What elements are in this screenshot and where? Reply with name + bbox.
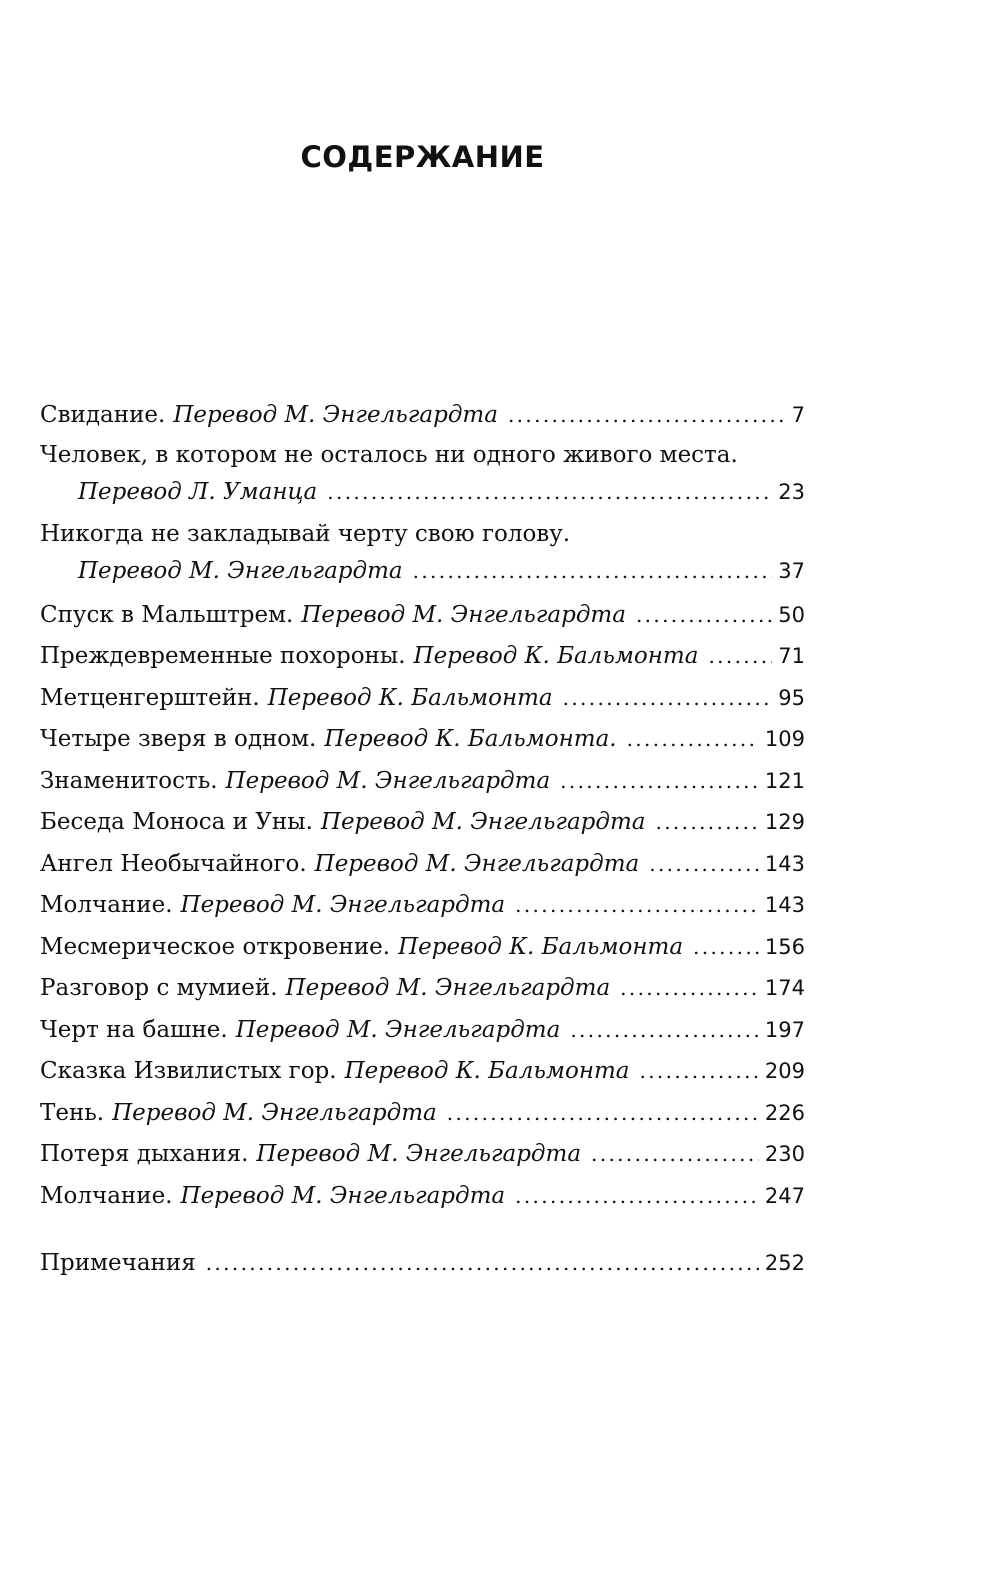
dot-leader — [413, 553, 773, 591]
toc-entry[interactable] — [40, 437, 805, 512]
table-of-contents — [40, 395, 805, 1285]
toc-entry[interactable] — [40, 802, 805, 844]
entry-translator: Перевод М. Энгельгардта — [301, 601, 626, 628]
toc-entry[interactable] — [40, 636, 805, 678]
entry-page-number: 197 — [764, 1017, 805, 1042]
entry-title: Метценгерштейн. — [40, 684, 260, 711]
entry-page-number: 226 — [764, 1100, 805, 1125]
entry-translator: Перевод М. Энгельгардта — [285, 975, 611, 1001]
entry-translator: Перевод М. Энгельгардта — [225, 767, 551, 794]
dot-leader — [570, 1010, 759, 1052]
entry-translator: Перевод М. Энгельгардта — [256, 1141, 582, 1167]
dot-leader — [649, 844, 759, 886]
entry-translator: Перевод К. Бальмонта — [267, 684, 553, 711]
entry-page-number: 143 — [764, 851, 805, 876]
entry-translator: Перевод М. Энгельгардта — [320, 809, 646, 835]
page-title: СОДЕРЖАНИЕ — [300, 140, 545, 174]
entry-page-number: 37 — [778, 559, 805, 583]
entry-title: Черт на башне. — [40, 1016, 228, 1043]
toc-entry-notes[interactable] — [40, 1243, 805, 1285]
entry-page-number: 109 — [764, 727, 805, 751]
entry-page-number: 174 — [764, 976, 805, 1000]
dot-leader — [508, 395, 786, 437]
entry-page-number: 129 — [764, 810, 805, 834]
dot-leader — [560, 761, 759, 803]
entry-title: Беседа Моноса и Уны. — [40, 809, 313, 835]
dot-leader — [627, 719, 759, 761]
toc-entry[interactable] — [40, 719, 805, 761]
entry-page-number: 230 — [764, 1142, 805, 1166]
dot-leader — [447, 1093, 759, 1135]
entry-title: Никогда не закладывай черту свою голову. — [40, 520, 571, 547]
entry-title: Молчание. — [40, 1182, 173, 1209]
entry-page-number: 209 — [764, 1059, 805, 1083]
entry-translator: Перевод М. Энгельгардта — [112, 1099, 437, 1126]
entry-translator: Перевод Л. Уманца — [78, 479, 318, 505]
entry-title: Свидание. — [40, 402, 166, 428]
toc-entry[interactable] — [40, 595, 805, 637]
toc-entry[interactable] — [40, 844, 805, 886]
entry-title: Четыре зверя в одном. — [40, 726, 317, 752]
entry-title: Разговор с мумией. — [40, 975, 278, 1001]
entry-page-number: 71 — [778, 644, 805, 668]
entry-page-number: 95 — [778, 685, 805, 710]
dot-leader — [563, 678, 773, 720]
dot-leader — [620, 968, 759, 1010]
entry-page-number: 50 — [778, 602, 805, 627]
entry-page-number: 121 — [764, 768, 805, 793]
dot-leader — [206, 1243, 759, 1285]
dot-leader — [515, 885, 759, 927]
entry-translator: Перевод М. Энгельгардта — [180, 892, 506, 918]
dot-leader — [693, 927, 759, 969]
entry-translator: Перевод К. Бальмонта — [344, 1058, 630, 1084]
entry-title: Человек, в котором не осталось ни одного живого места. — [40, 441, 738, 468]
toc-entry[interactable] — [40, 885, 805, 927]
entry-translator: Перевод М. Энгельгардта — [173, 402, 498, 428]
entry-title: Знаменитость. — [40, 767, 218, 794]
dot-leader — [708, 636, 772, 678]
toc-entry[interactable] — [40, 1010, 805, 1052]
entry-translator: Перевод К. Бальмонта. — [324, 726, 617, 752]
entry-page-number: 247 — [764, 1183, 805, 1208]
entry-title: Преждевременные похороны. — [40, 643, 406, 669]
entry-title: Потеря дыхания. — [40, 1141, 249, 1167]
entry-title: Ангел Необычайного. — [40, 850, 307, 877]
toc-entry[interactable] — [40, 1093, 805, 1135]
entry-title: Сказка Извилистых гор. — [40, 1058, 337, 1084]
toc-entry[interactable] — [40, 1134, 805, 1176]
entry-page-number: 143 — [764, 893, 805, 917]
toc-entry[interactable] — [40, 516, 805, 591]
entry-title: Тень. — [40, 1099, 105, 1126]
toc-entry[interactable] — [40, 1051, 805, 1093]
entry-translator: Перевод К. Бальмонта — [398, 933, 684, 960]
toc-entry[interactable] — [40, 761, 805, 803]
entry-title: Месмерическое откровение. — [40, 933, 391, 960]
dot-leader — [327, 474, 772, 512]
entry-title: Молчание. — [40, 892, 173, 918]
entry-translator: Перевод М. Энгельгардта — [78, 558, 403, 584]
entry-page-number: 7 — [791, 403, 805, 427]
entry-translator: Перевод М. Энгельгардта — [180, 1182, 506, 1209]
entry-translator: Перевод М. Энгельгардта — [235, 1016, 561, 1043]
toc-entry[interactable] — [40, 1176, 805, 1218]
toc-entry[interactable] — [40, 968, 805, 1010]
entry-title: Спуск в Мальштрем. — [40, 601, 294, 628]
notes-page-number: 252 — [764, 1251, 805, 1275]
dot-leader — [636, 595, 772, 637]
entry-translator: Перевод М. Энгельгардта — [314, 850, 640, 877]
notes-title: Примечания — [40, 1250, 196, 1276]
dot-leader — [515, 1176, 759, 1218]
entry-page-number: 156 — [764, 934, 805, 959]
toc-entry[interactable] — [40, 678, 805, 720]
toc-entry[interactable] — [40, 927, 805, 969]
dot-leader — [591, 1134, 759, 1176]
dot-leader — [640, 1051, 759, 1093]
toc-entry[interactable] — [40, 395, 805, 437]
entry-page-number: 23 — [778, 480, 805, 504]
entry-translator: Перевод К. Бальмонта — [413, 643, 699, 669]
dot-leader — [656, 802, 759, 844]
